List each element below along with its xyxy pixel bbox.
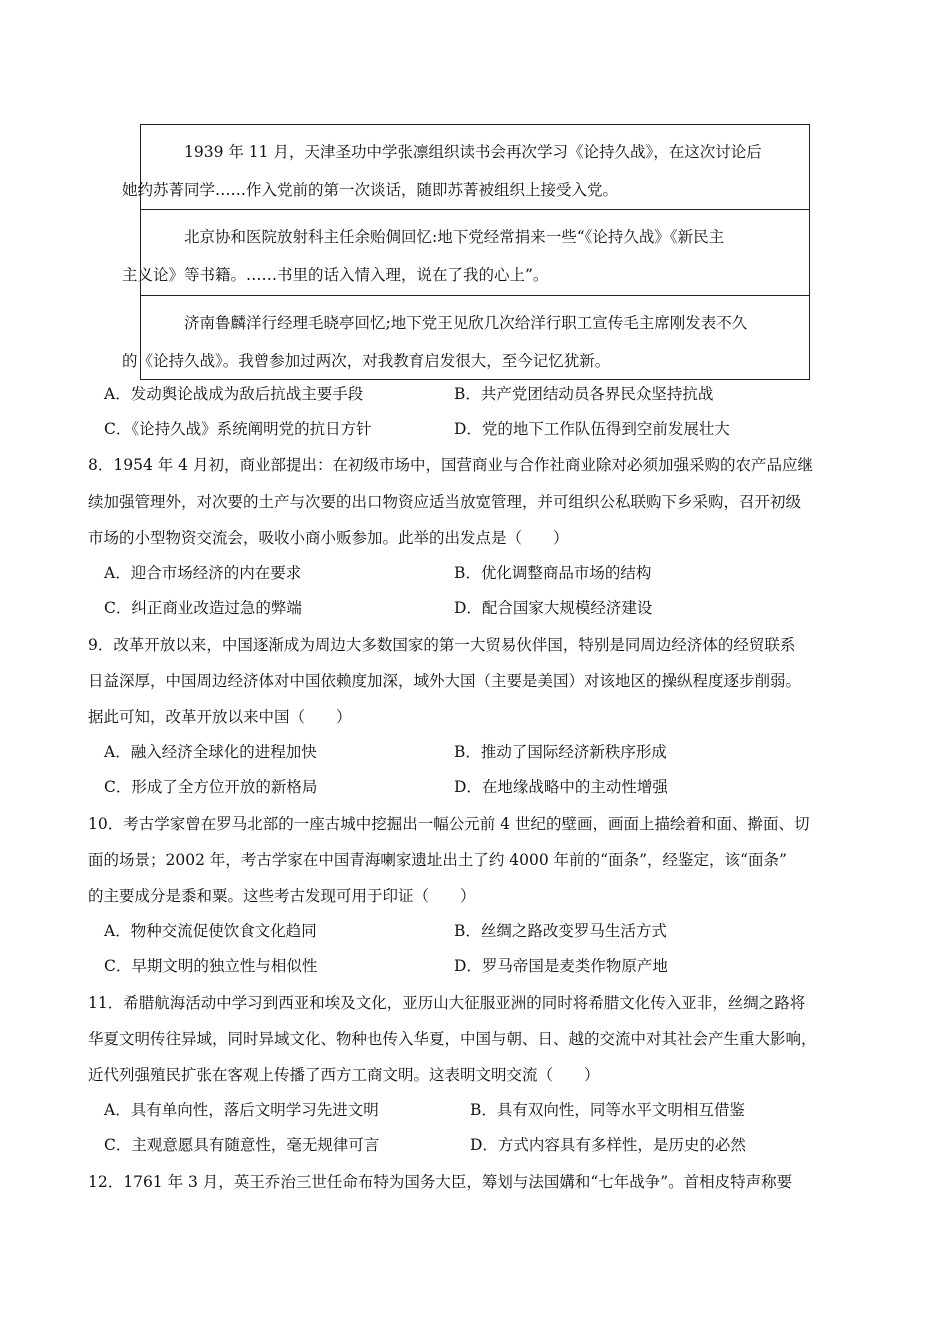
q12-stem-line-1: 12．1761 年 3 月，英王乔治三世任命布特为国务大臣，筹划与法国媾和“七年战争”。首相皮特声称要 bbox=[88, 1173, 793, 1191]
q9-option-c[interactable]: C．形成了全方位开放的新格局 bbox=[104, 778, 318, 796]
q10-option-d[interactable]: D．罗马帝国是麦类作物原产地 bbox=[454, 957, 668, 975]
material-row-3-line-1: 济南鲁麟洋行经理毛晓亭回忆;地下党王见欣几次给洋行职工宣传毛主席刚发表不久 bbox=[184, 314, 748, 332]
q8-option-c[interactable]: C．纠正商业改造过急的弊端 bbox=[104, 599, 302, 617]
q7-option-b[interactable]: B．共产党团结动员各界民众坚持抗战 bbox=[454, 385, 714, 403]
q10-stem-line-2: 面的场景；2002 年，考古学家在中国青海喇家遗址出土了约 4000 年前的“面条”，经鉴定，该“面条” bbox=[88, 851, 787, 869]
q9-stem-line-3: 据此可知，改革开放以来中国（ ） bbox=[88, 708, 352, 726]
q10-stem-line-3: 的主要成分是黍和粟。这些考古发现可用于印证（ ） bbox=[88, 887, 476, 905]
q8-option-d[interactable]: D．配合国家大规模经济建设 bbox=[454, 599, 653, 617]
material-row-3 bbox=[122, 295, 809, 379]
q8-option-a[interactable]: A．迎合市场经济的内在要求 bbox=[104, 564, 302, 582]
material-row-1 bbox=[122, 125, 809, 209]
q9-stem-line-2: 日益深厚，中国周边经济体对中国依赖度加深，域外大国（主要是美国）对该地区的操纵程度逐步削弱。 bbox=[88, 672, 802, 690]
q8-stem-line-2: 续加强管理外，对次要的土产与次要的出口物资应适当放宽管理，并可组织公私联购下乡采购，召开初级 bbox=[88, 493, 802, 511]
q8-stem-line-3: 市场的小型物资交流会，吸收小商小贩参加。此举的出发点是（ ） bbox=[88, 529, 569, 547]
q10-option-c[interactable]: C．早期文明的独立性与相似性 bbox=[104, 957, 318, 975]
q9-option-d[interactable]: D．在地缘战略中的主动性增强 bbox=[454, 778, 668, 796]
q9-option-b[interactable]: B．推动了国际经济新秩序形成 bbox=[454, 743, 667, 761]
q8-stem-line-1: 8．1954 年 4 月初，商业部提出：在初级市场中，国营商业与合作社商业除对必须加强采购的农产品应继 bbox=[88, 456, 813, 474]
q10-stem-line-1: 10．考古学家曾在罗马北部的一座古城中挖掘出一幅公元前 4 世纪的壁画，画面上描绘着和面、擀面、切 bbox=[88, 815, 810, 833]
q11-option-b[interactable]: B．具有双向性，同等水平文明相互借鉴 bbox=[470, 1101, 745, 1119]
material-row-1-line-2: 她约苏菁同学……作入党前的第一次谈话，随即苏菁被组织上接受入党。 bbox=[122, 181, 619, 199]
q11-option-c[interactable]: C．主观意愿具有随意性，毫无规律可言 bbox=[104, 1136, 380, 1154]
q9-stem-line-1: 9．改革开放以来，中国逐渐成为周边大多数国家的第一大贸易伙伴国，特别是同周边经济体的经贸联系 bbox=[88, 636, 796, 654]
material-row-1-line-1: 1939 年 11 月，天津圣功中学张凛组织读书会再次学习《论持久战》，在这次讨论后 bbox=[184, 143, 762, 161]
q7-option-d[interactable]: D．党的地下工作队伍得到空前发展壮大 bbox=[454, 420, 730, 438]
q11-option-a[interactable]: A．具有单向性，落后文明学习先进文明 bbox=[104, 1101, 379, 1119]
q11-stem-line-3: 近代列强殖民扩张在客观上传播了西方工商文明。这表明文明交流（ ） bbox=[88, 1066, 600, 1084]
material-row-2 bbox=[122, 209, 809, 295]
q10-option-a[interactable]: A．物种交流促使饮食文化趋同 bbox=[104, 922, 317, 940]
material-row-3-line-2: 的《论持久战》。我曾参加过两次，对我教育启发很大，至今记忆犹新。 bbox=[122, 352, 611, 370]
q7-option-a[interactable]: A．发动舆论战成为敌后抗战主要手段 bbox=[104, 385, 364, 403]
q11-stem-line-1: 11．希腊航海活动中学习到西亚和埃及文化，亚历山大征服亚洲的同时将希腊文化传入亚非，丝绸之路将 bbox=[88, 994, 806, 1012]
q8-option-b[interactable]: B．优化调整商品市场的结构 bbox=[454, 564, 652, 582]
q10-option-b[interactable]: B．丝绸之路改变罗马生活方式 bbox=[454, 922, 667, 940]
q7-option-c[interactable]: C．《论持久战》系统阐明党的抗日方针 bbox=[104, 420, 372, 438]
material-row-2-line-2: 主义论》等书籍。……书里的话入情入理，说在了我的心上”。 bbox=[122, 266, 549, 284]
q9-option-a[interactable]: A．融入经济全球化的进程加快 bbox=[104, 743, 317, 761]
q11-stem-line-2: 华夏文明传往异域，同时异域文化、物种也传入华夏，中国与朝、日、越的交流中对其社会产生重大影响， bbox=[88, 1030, 817, 1048]
q11-option-d[interactable]: D．方式内容具有多样性，是历史的必然 bbox=[470, 1136, 746, 1154]
material-row-2-line-1: 北京协和医院放射科主任余贻倜回忆:地下党经常捐来一些“《论持久战》《新民主 bbox=[184, 228, 725, 246]
q7-material-table bbox=[122, 124, 810, 380]
